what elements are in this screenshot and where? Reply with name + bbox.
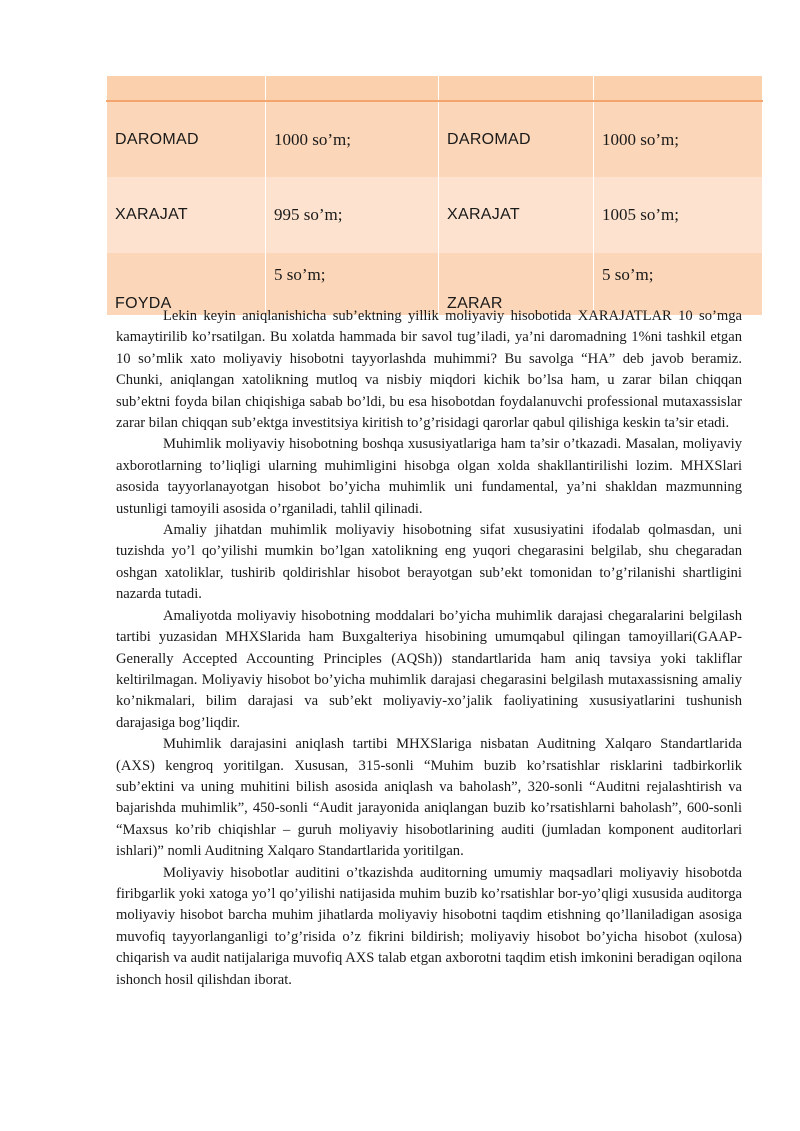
table-cell: FOYDA	[107, 253, 266, 315]
table-cell: 1000 so’m;	[266, 101, 439, 177]
profit-loss-comparison-table	[106, 76, 763, 315]
table-cell: 1005 so’m;	[594, 177, 763, 253]
table-row	[107, 101, 763, 177]
table-cell: 5 so’m;	[594, 253, 763, 315]
paragraph: Muhimlik darajasini aniqlash tartibi MHXSlariga nisbatan Auditning Xalqaro Standartlarida (AXS) kengroq yoritilgan. Xususan, 315-sonli “Muhim buzib ko’rsatishlar risklarini tadbirkorlik sub’ektini va uning muhitini bilish asosida aniqlash va baholash”, 320-sonli “Auditni rejalashtirish va bajarishda muhimlik”, 450-sonli “Audit jarayonida aniqlangan buzib ko’rsatishlarni baholash”, 600-sonli “Maxsus ko’rib chiqishlar – guruh moliyaviy hisobotlarining auditi (jumladan komponent auditorlari ishlari)” nomli Auditning Xalqaro Standartlarida yoritilgan.	[116, 736, 742, 860]
body-text	[116, 306, 742, 991]
table-cell: XARAJAT	[107, 177, 266, 253]
table-cell: 1000 so’m;	[594, 101, 763, 177]
table-header-cell	[266, 76, 439, 101]
table-header-cell	[439, 76, 594, 101]
table-cell: ZARAR	[439, 253, 594, 315]
table-header-row	[107, 76, 763, 101]
paragraph: Amaliyotda moliyaviy hisobotning moddalari bo’yicha muhimlik darajasi chegaralarini belgilash tartibi yuzasidan MHXSlarida ham Buxgalteriya hisobining umumqabul qilingan tamoyillari(GAAP-Generally Accepted Accounting Principles (AQSh)) standartlarida ham aniq tavsiya yoki takliflar keltirilmagan. Moliyaviy hisobot bo’yicha muhimlik darajasi chegarasini belgilash mutaxassisning amaliy ko’nikmalari, bilim darajasi va sub’ekt moliyaviy-xo’jalik faoliyatining xususiyatlarini tushunish darajasiga bog’liqdir.	[116, 607, 742, 731]
table-row	[107, 177, 763, 253]
table-cell: XARAJAT	[439, 177, 594, 253]
table-header-cell	[107, 76, 266, 101]
paragraph: Amaliy jihatdan muhimlik moliyaviy hisobotning sifat xususiyatini ifodalab qolmasdan, uni tuzishda yo’l qo’yilishi mumkin bo’lgan xatolikning eng yuqori chegarasini belgilab, shu chegaradan oshgan xatoliklar, tushirib qoldirishlar hisobot berayotgan sub’ekt tomonidan to’g’rilanishi shartligini nazarda tutadi.	[116, 522, 742, 603]
table-cell: 5 so’m;	[266, 253, 439, 315]
table-cell: 995 so’m;	[266, 177, 439, 253]
paragraph: Moliyaviy hisobotlar auditini o’tkazishda auditorning umumiy maqsadlari moliyaviy hisobotda firibgarlik yoki xatoga yo’l qo’yilishi natijasida muhim buzib ko’rsatishlar bor-yo’qligi xususida auditorga moliyaviy hisobot barcha muhim jihatlarda moliyaviy hisobotni taqdim etishning qo’llaniladigan asosiga muvofiq tayyorlanganligi to’g’risida o’z fikrini bildirish; moliyaviy hisobot bo’yicha hisobot (xulosa) chiqarish va audit natijalariga muvofiq AXS talab etgan axborotni taqdim etish imkonini beradigan oqilona ishonch hosil qilishdan iborat.	[116, 864, 742, 988]
paragraph: Lekin keyin aniqlanishicha sub’ektning yillik moliyaviy hisobotida XARAJATLAR 10 so’mga kamaytirilib ko’rsatilgan. Bu xolatda hammada bir savol tug’iladi, ya’ni daromadning 1%ni tashkil etgan 10 so’mlik xato moliyaviy hisobotni tayyorlashda muhimmi? Bu savolga “HA” deb javob beramiz. Chunki, aniqlangan xatolikning mutloq va nisbiy miqdori kichik bo’lsa ham, u zarar bilan chiqqan sub’ektni foyda bilan chiqishiga sabab bo’ldi, bu esa hisobotdan foydalanuvchi professional mutaxassislar zarar bilan chiqqan sub’ektga investitsiya kiritish to’g’risidagi qarorlar qabul qilishiga keskin ta’sir etadi.	[116, 308, 742, 432]
table-header-cell	[594, 76, 763, 101]
table-cell: DAROMAD	[107, 101, 266, 177]
table-cell: DAROMAD	[439, 101, 594, 177]
paragraph: Muhimlik moliyaviy hisobotning boshqa xususiyatlariga ham ta’sir o’tkazadi. Masalan, moliyaviy axborotlarning to’liqligi ularning muhimligini hisobga olgan xolda shakllantirilishi lozim. MHXSlari asosida tayyorlanayotgan hisobot bo’yicha muhimlik uni fundamental, ya’ni shakldan mazmunning ustunligi tamoyili asosida o’rganiladi, tahlil qilinadi.	[116, 436, 742, 517]
